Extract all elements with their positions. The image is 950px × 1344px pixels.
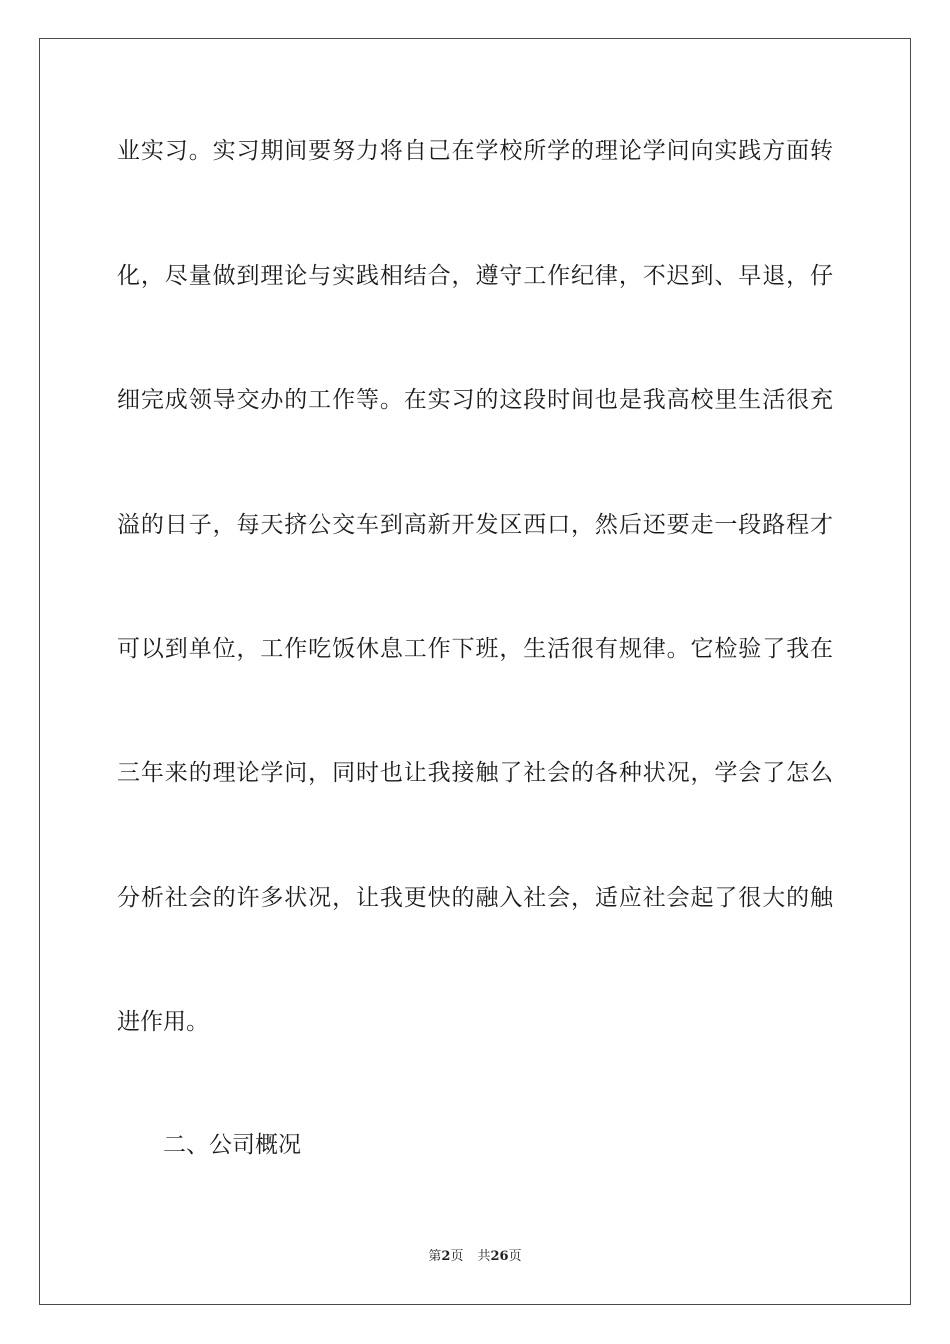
page-suffix: 页 [450,1249,464,1264]
paragraph-line-2: 化，尽量做到理论与实践相结合，遵守工作纪律，不迟到、早退，仔 [117,263,833,289]
page-number: 2 [441,1249,451,1264]
paragraph-line-8: 进作用。 [117,1009,209,1035]
page-prefix: 第 [428,1249,442,1264]
page-footer [0,1248,950,1266]
paragraph-line-7: 分析社会的许多状况，让我更快的融入社会，适应社会起了很大的触 [117,885,833,911]
paragraph-line-3: 细完成领导交办的工作等。在实习的这段时间也是我高校里生活很充 [117,387,833,413]
paragraph-line-6: 三年来的理论学问，同时也让我接触了社会的各种状况，学会了怎么 [117,760,833,786]
total-prefix: 共 [477,1249,491,1264]
paragraph-line-5: 可以到单位，工作吃饭休息工作下班，生活很有规律。它检验了我在 [117,636,833,662]
total-suffix: 页 [508,1249,522,1264]
paragraph-line-4: 溢的日子，每天挤公交车到高新开发区西口，然后还要走一段路程才 [117,512,833,538]
page-border [39,38,911,1305]
paragraph-line-1: 业实习。实习期间要努力将自己在学校所学的理论学问向实践方面转 [117,138,833,164]
total-pages: 26 [490,1249,509,1264]
section-heading: 二、公司概况 [163,1132,301,1158]
